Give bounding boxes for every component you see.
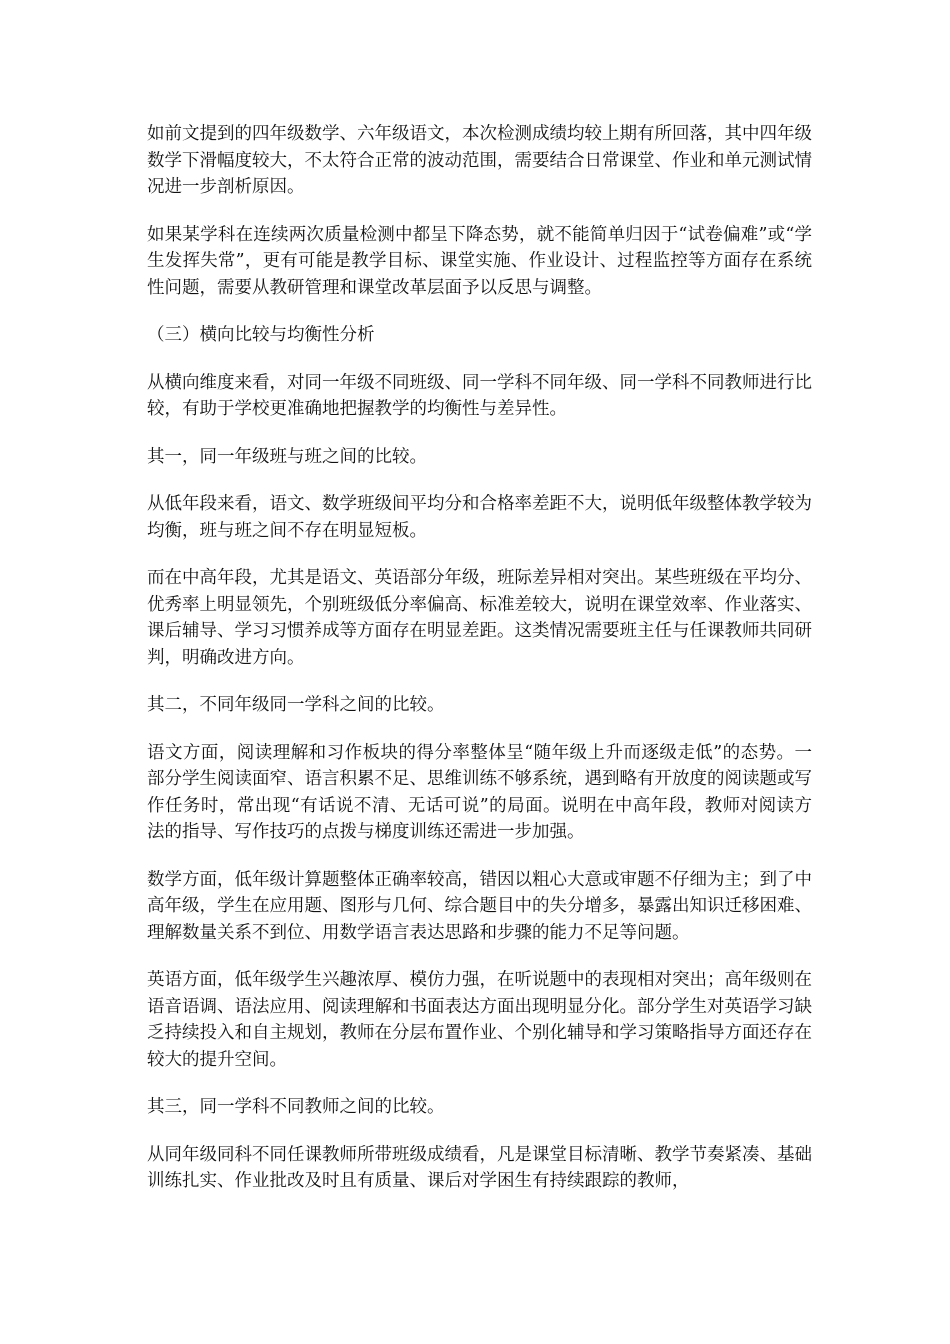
paragraph-horizontal-overview: 从横向维度来看，对同一年级不同班级、同一学科不同年级、同一学科不同教师进行比较，有助于学校更准确地把握教学的均衡性与差异性。 (147, 372, 812, 419)
paragraph-point-one-title: 其一，同一年级班与班之间的比较。 (147, 446, 427, 467)
paragraph-lower-grades: 从低年段来看，语文、数学班级间平均分和合格率差距不大，说明低年级整体教学较为均衡，班与班之间不存在明显短板。 (147, 494, 812, 541)
paragraph-math-subject: 数学方面，低年级计算题整体正确率较高，错因以粗心大意或审题不仔细为主；到了中高年级，学生在应用题、图形与几何、综合题目中的失分增多，暴露出知识迁移困难、理解数量关系不到位、用数学语言表达思路和步骤的能力不足等问题。 (147, 869, 812, 943)
paragraph-upper-grades: 而在中高年段，尤其是语文、英语部分年级，班际差异相对突出。某些班级在平均分、优秀率上明显领先，个别班级低分率偏高、标准差较大，说明在课堂效率、作业落实、课后辅导、学习习惯养成等方面存在明显差距。这类情况需要班主任与任课教师共同研判，明确改进方向。 (147, 568, 812, 668)
paragraph-teacher-comparison: 从同年级同科不同任课教师所带班级成绩看，凡是课堂目标清晰、教学节奏紧凑、基础训练扎实、作业批改及时且有质量、课后对学困生有持续跟踪的教师， (147, 1144, 812, 1191)
paragraph-chinese-subject: 语文方面，阅读理解和习作板块的得分率整体呈“随年级上升而逐级走低”的态势。一部分学生阅读面窄、语言积累不足、思维训练不够系统，遇到略有开放度的阅读题或写作任务时，常出现“有话说不清、无话可说”的局面。说明在中高年段，教师对阅读方法的指导、写作技巧的点拨与梯度训练还需进一步加强。 (147, 742, 812, 842)
paragraph-point-two-title: 其二，不同年级同一学科之间的比较。 (147, 695, 445, 715)
section-heading-horizontal-comparison: （三）横向比较与均衡性分析 (147, 325, 375, 345)
paragraph-continuous-decline: 如果某学科在连续两次质量检测中都呈下降态势，就不能简单归因于“试卷偏难”或“学生发挥失常”，更有可能是教学目标、课堂实施、作业设计、过程监控等方面存在系统性问题，需要从教研管理和课堂改革层面予以反思与调整。 (147, 224, 812, 298)
paragraph-english-subject: 英语方面，低年级学生兴趣浓厚、模仿力强，在听说题中的表现相对突出；高年级则在语音语调、语法应用、阅读理解和书面表达方面出现明显分化。部分学生对英语学习缺乏持续投入和自主规划，教师在分层布置作业、个别化辅导和学习策略指导方面还存在较大的提升空间。 (147, 970, 812, 1070)
document-body (147, 121, 812, 1195)
paragraph-point-three-title: 其三，同一学科不同教师之间的比较。 (147, 1097, 445, 1117)
paragraph-grade-decline: 如前文提到的四年级数学、六年级语文，本次检测成绩均较上期有所回落，其中四年级数学下滑幅度较大，不太符合正常的波动范围，需要结合日常课堂、作业和单元测试情况进一步剖析原因。 (147, 124, 812, 197)
